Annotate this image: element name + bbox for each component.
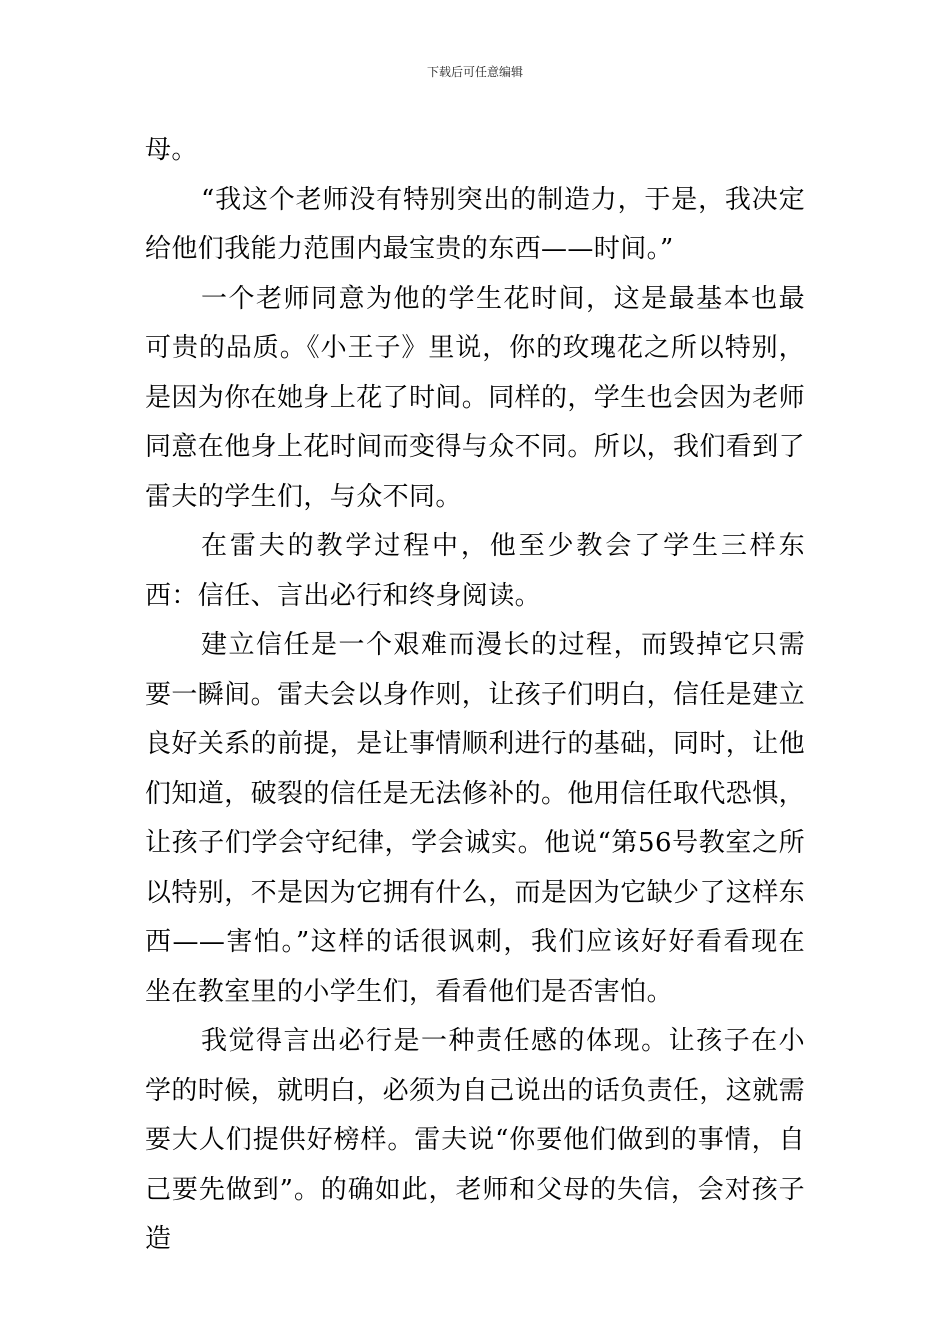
document-body bbox=[145, 126, 805, 1265]
paragraph-4: 在雷夫的教学过程中，他至少教会了学生三样东西：信任、言出必行和终身阅读。 bbox=[145, 531, 805, 611]
paragraph-1: 母。 bbox=[145, 135, 198, 165]
paragraph-6: 我觉得言出必行是一种责任感的体现。让孩子在小学的时候，就明白，必须为自己说出的话负责任，这就需要大人们提供好榜样。雷夫说“你要他们做到的事情，自己要先做到”。的确如此，老师和父母的失信，会对孩子造 bbox=[145, 1026, 806, 1254]
paragraph-2: “我这个老师没有特别突出的制造力，于是，我决定给他们我能力范围内最宝贵的东西——时间。” bbox=[145, 184, 805, 264]
page-header: 下载后可任意编辑 bbox=[426, 65, 523, 79]
paragraph-5: 建立信任是一个艰难而漫长的过程，而毁掉它只需要一瞬间。雷夫会以身作则，让孩子们明白，信任是建立良好关系的前提，是让事情顺利进行的基础，同时，让他们知道，破裂的信任是无法修补的。他用信任取代恐惧，让孩子们学会守纪律，学会诚实。他说“第56号教室之所以特别，不是因为它拥有什么，而是因为它缺少了这样东西——害怕。”这样的话很讽刺，我们应该好好看看现在坐在教室里的小学生们，看看他们是否害怕。 bbox=[145, 630, 806, 1007]
paragraph-3: 一个老师同意为他的学生花时间，这是最基本也最可贵的品质。《小王子》里说，你的玫瑰花之所以特别，是因为你在她身上花了时间。同样的，学生也会因为老师同意在他身上花时间而变得与众不同。所以，我们看到了雷夫的学生们，与众不同。 bbox=[145, 283, 806, 512]
